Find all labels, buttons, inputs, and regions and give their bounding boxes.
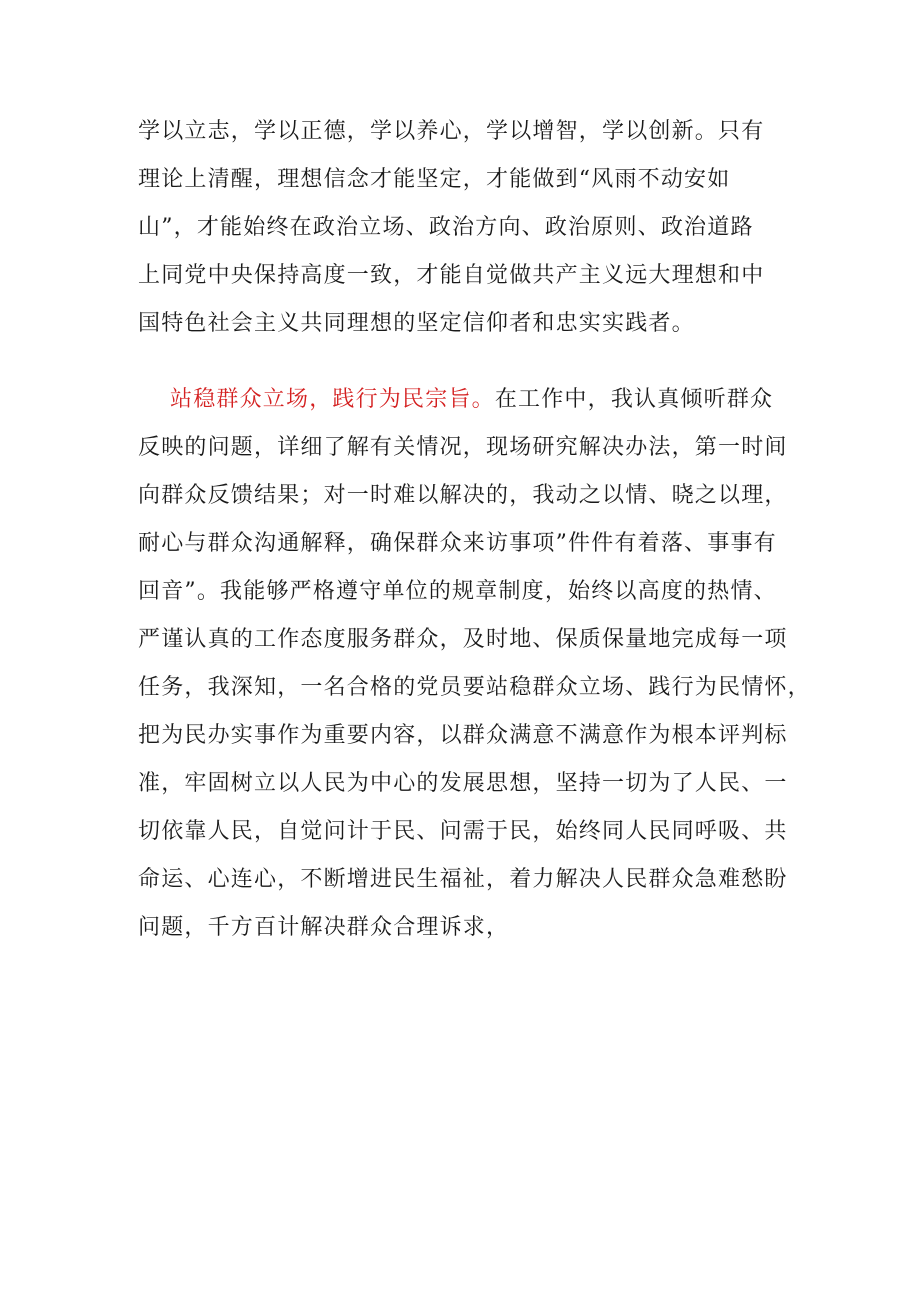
paragraph-line: 把为民办实事作为重要内容，以群众满意不满意作为根本评判标 xyxy=(138,723,788,748)
paragraph-line: 山”，才能始终在政治立场、政治方向、政治原则、政治道路 xyxy=(138,215,754,240)
paragraph-line: 向群众反馈结果；对一时难以解决的，我动之以情、晓之以理， xyxy=(138,483,788,508)
paragraph-first-line-text: 在工作中，我认真倾听群众 xyxy=(494,387,774,412)
paragraph-line: 反映的问题，详细了解有关情况，现场研究解决办法，第一时间 xyxy=(138,435,788,460)
paragraph-line: 问题，千方百计解决群众合理诉求， xyxy=(138,915,510,940)
paragraph-first-line xyxy=(138,376,788,424)
paragraph-line: 准，牢固树立以人民为中心的发展思想，坚持一切为了人民、一 xyxy=(138,771,788,796)
paragraph-line: 上同党中央保持高度一致，才能自觉做共产主义远大理想和中 xyxy=(138,263,765,288)
paragraph-2 xyxy=(138,376,811,952)
paragraph-1 xyxy=(138,108,788,348)
paragraph-line: 理论上清醒，理想信念才能坚定，才能做到“风雨不动安如 xyxy=(138,167,731,192)
paragraph-line: 回音”。我能够严格遵守单位的规章制度，始终以高度的热情、 xyxy=(138,579,777,604)
paragraph-line: 切依靠人民，自觉问计于民、问需于民，始终同人民同呼吸、共 xyxy=(138,819,788,844)
paragraph-line: 命运、心连心，不断增进民生福祉，着力解决人民群众急难愁盼 xyxy=(138,867,788,892)
paragraph-line: 学以立志，学以正德，学以养心，学以增智，学以创新。只有 xyxy=(138,119,765,144)
section-heading: 站稳群众立场，践行为民宗旨。 xyxy=(170,387,495,412)
paragraph-line: 任务，我深知，一名合格的党员要站稳群众立场、践行为民情怀， xyxy=(138,675,811,700)
paragraph-line: 国特色社会主义共同理想的坚定信仰者和忠实实践者。 xyxy=(138,311,695,336)
paragraph-line: 耐心与群众沟通解释，确保群众来访事项”件件有着落、事事有 xyxy=(138,531,777,556)
paragraph-line: 严谨认真的工作态度服务群众，及时地、保质保量地完成每一项 xyxy=(138,627,788,652)
